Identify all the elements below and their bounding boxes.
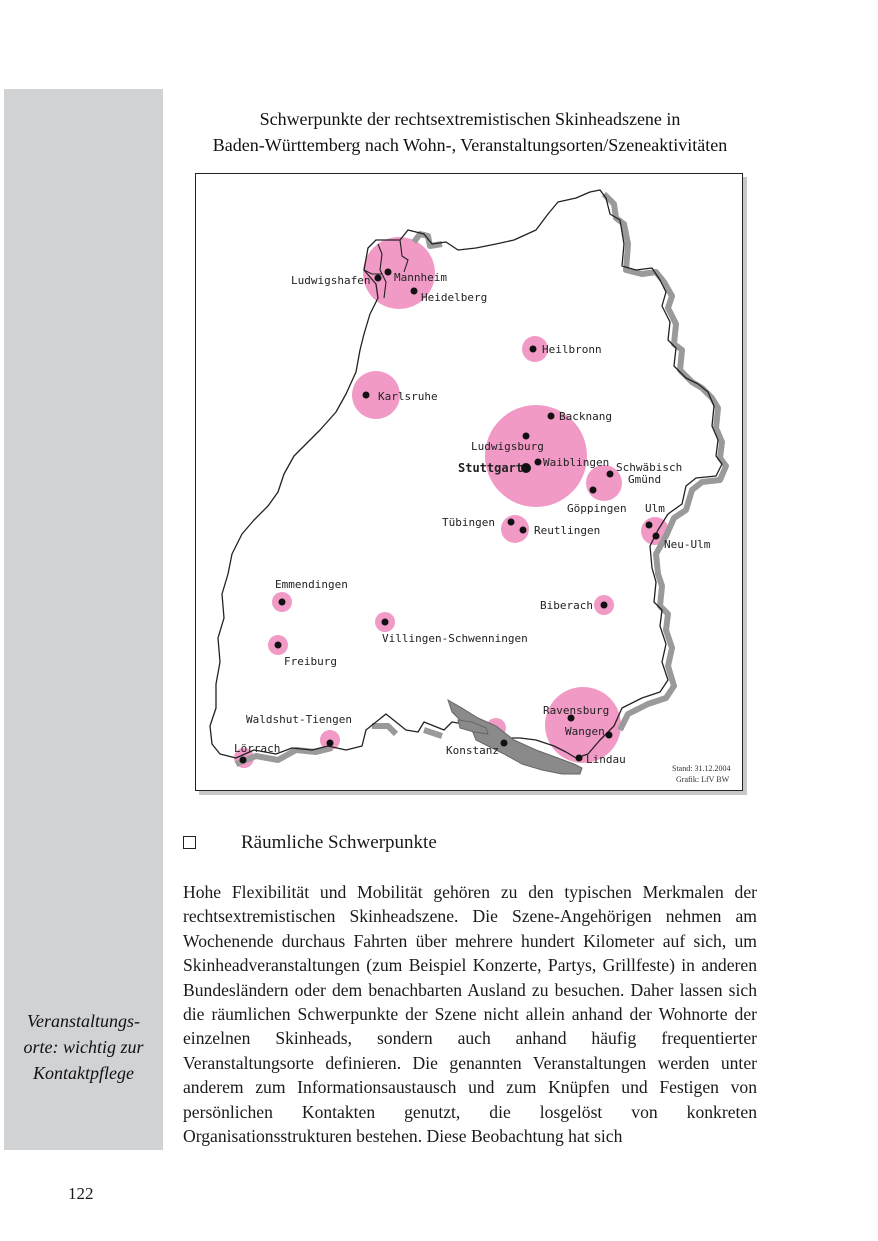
label-lindau: Lindau <box>586 753 626 766</box>
section-heading <box>183 830 763 858</box>
label-neu-ulm: Neu-Ulm <box>664 538 711 551</box>
map-figure <box>195 173 743 791</box>
map-grafik-note: Grafik: LfV BW <box>676 775 730 784</box>
map-svg <box>196 174 742 790</box>
label-konstanz: Konstanz <box>446 744 499 757</box>
dot-goeppingen <box>590 487 597 494</box>
label-karlsruhe: Karlsruhe <box>378 390 438 403</box>
margin-note <box>4 1008 163 1086</box>
label-emmendingen: Emmendingen <box>275 578 348 591</box>
label-gmuend: Gmünd <box>628 473 662 486</box>
margin-note-line: orte: wichtig zur <box>23 1037 144 1057</box>
map-stand-note: Stand: 31.12.2004 <box>672 764 731 773</box>
checkbox-icon <box>183 836 196 849</box>
dot-reutlingen <box>520 527 527 534</box>
dot-wangen <box>606 732 613 739</box>
label-biberach: Biberach <box>540 599 593 612</box>
label-heidelberg: Heidelberg <box>421 291 488 304</box>
label-mannheim: Mannheim <box>394 271 447 284</box>
label-goeppingen: Göppingen <box>567 502 627 515</box>
label-schwaebisch: Schwäbisch <box>616 461 683 474</box>
label-loerrach: Lörrach <box>234 742 281 755</box>
label-wangen: Wangen <box>565 725 605 738</box>
label-freiburg: Freiburg <box>284 655 337 668</box>
label-ravensburg: Ravensburg <box>543 704 610 717</box>
page-number: 122 <box>68 1184 94 1203</box>
label-villingen: Villingen-Schwenningen <box>382 632 528 645</box>
dot-karlsruhe <box>363 392 370 399</box>
map-title-line-2: Baden-Württemberg nach Wohn-, Veranstaltungsorten/Szeneaktivitäten <box>212 135 728 155</box>
dot-biberach <box>601 602 608 609</box>
dot-tuebingen <box>508 519 515 526</box>
label-ulm: Ulm <box>645 502 665 515</box>
map-title <box>175 106 765 158</box>
section-title: Räumliche Schwerpunkte <box>241 832 437 853</box>
dot-loerrach <box>240 757 247 764</box>
dot-villingen <box>382 619 389 626</box>
dot-heidelberg <box>411 288 418 295</box>
dot-backnang <box>548 413 555 420</box>
dot-konstanz <box>501 740 508 747</box>
dot-neu-ulm <box>653 533 660 540</box>
dot-freiburg <box>275 642 282 649</box>
dot-ludwigsburg <box>523 433 530 440</box>
city-labels <box>234 271 711 766</box>
label-waiblingen: Waiblingen <box>543 456 610 469</box>
dot-ludwigshafen <box>375 275 382 282</box>
map-title-line-1: Schwerpunkte der rechtsextremistischen Skinheadszene in <box>259 109 681 129</box>
label-waldshut: Waldshut-Tiengen <box>246 713 352 726</box>
dot-mannheim <box>385 269 392 276</box>
dot-waiblingen <box>535 459 542 466</box>
label-backnang: Backnang <box>559 410 612 423</box>
dot-lindau <box>576 755 583 762</box>
margin-note-line: Kontaktpflege <box>33 1063 134 1083</box>
label-reutlingen: Reutlingen <box>534 524 601 537</box>
dot-gmuend <box>607 471 614 478</box>
label-ludwigsburg: Ludwigsburg <box>471 440 544 453</box>
label-tuebingen: Tübingen <box>442 516 495 529</box>
body-paragraph: Hohe Flexibilität und Mobilität gehören zu den typischen Merkmalen der rechtsextremistischen Skinheadszene. Die Szene-Angehörigen nehmen am Wochenende durchaus Fahrten über mehrere hundert Kilometer auf sich, um Skinheadveranstaltungen (zum Beispiel Konzerte, Partys, Grillfeste) in anderen Bundesländern oder dem benachbarten Ausland zu besuchen. Daher lassen sich die räumlichen Schwerpunkte der Szene nicht allein anhand der Wohnorte der einzelnen Skinheads, sondern auch anhand häufig frequentierter Veranstaltungsorte definieren. Die genannten Veranstaltungen werden unter anderem zum Informationsaustausch und zum Knüpfen und Festigen von persönlichen Kontakten genutzt, die losgelöst von konkreten Organisationsstrukturen bestehen. Diese Beobachtung hat sich <box>183 882 757 1147</box>
dot-ulm <box>646 522 653 529</box>
dot-heilbronn <box>530 346 537 353</box>
label-heilbronn: Heilbronn <box>542 343 602 356</box>
dot-waldshut <box>327 740 334 747</box>
margin-note-line: Veranstaltungs- <box>26 1011 140 1031</box>
label-ludwigshafen: Ludwigshafen <box>291 274 371 287</box>
label-stuttgart: Stuttgart <box>458 461 524 475</box>
dot-emmendingen <box>279 599 286 606</box>
sidebar-band <box>4 89 163 1150</box>
